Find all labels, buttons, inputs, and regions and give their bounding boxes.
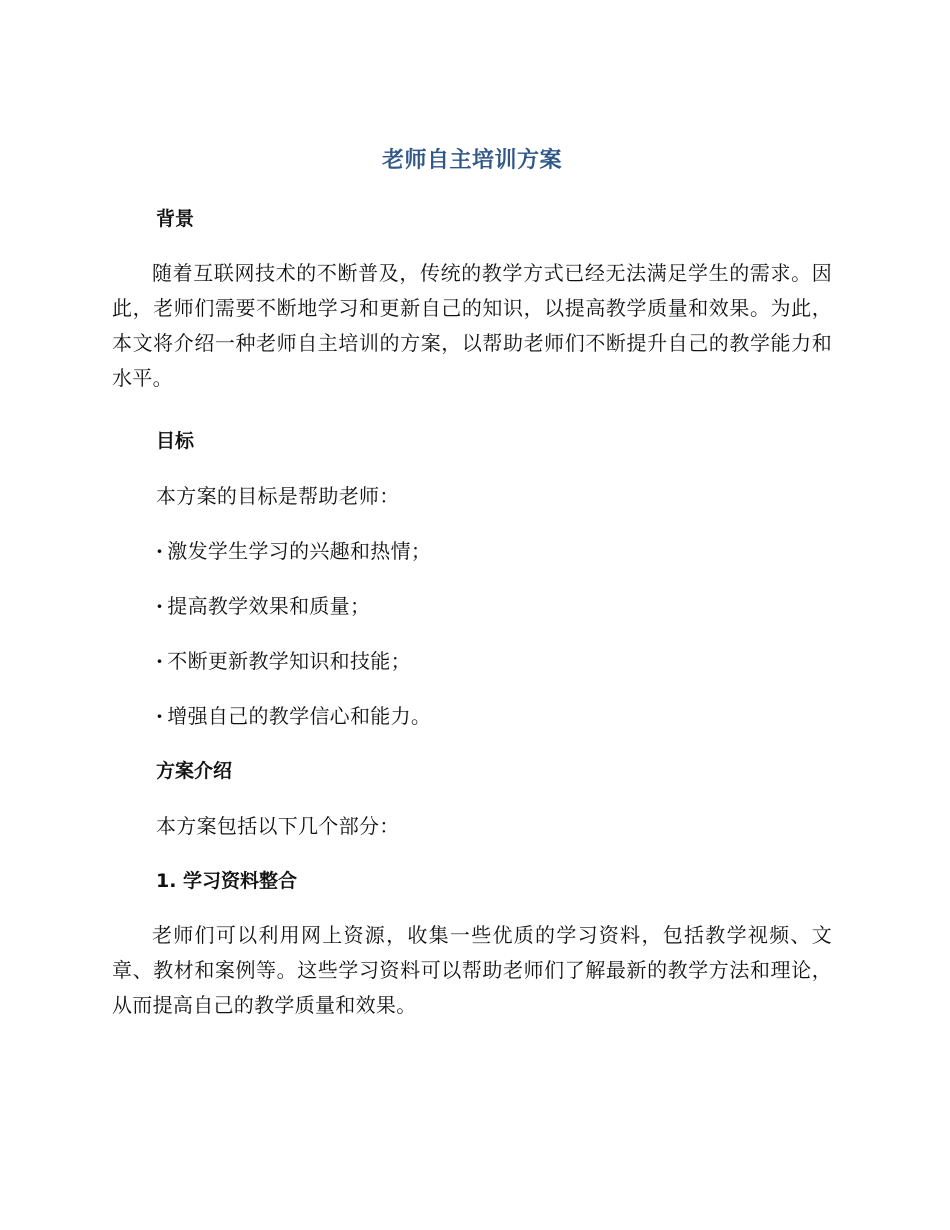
goal-item xyxy=(112,646,832,676)
goals-intro: 本方案的目标是帮助老师： xyxy=(156,484,400,508)
goal-item-text: 提高教学效果和质量； xyxy=(167,594,371,618)
heading-goals: 目标 xyxy=(156,430,195,452)
goal-item-text: 激发学生学习的兴趣和热情； xyxy=(167,539,432,563)
goal-item xyxy=(112,701,832,731)
goal-item-text: 增强自己的教学信心和能力。 xyxy=(167,704,432,728)
document-title: 老师自主培训方案 xyxy=(381,148,562,173)
goal-item xyxy=(112,536,832,566)
bullet-icon: · xyxy=(156,539,164,563)
goal-item xyxy=(112,591,832,621)
heading-part1: 1. 学习资料整合 xyxy=(156,870,298,892)
paragraph-background: 随着互联网技术的不断普及，传统的教学方式已经无法满足学生的需求。因此，老师们需要不断地学习和更新自己的知识，以提高教学质量和效果。为此，本文将介绍一种老师自主培训的方案，以帮助老师们不断提升自己的教学能力和水平。 xyxy=(112,261,832,390)
paragraph-part1: 老师们可以利用网上资源，收集一些优质的学习资料，包括教学视频、文章、教材和案例等。这些学习资料可以帮助老师们了解最新的教学方法和理论，从而提高自己的教学质量和效果。 xyxy=(112,923,832,1017)
heading-background: 背景 xyxy=(156,208,195,230)
bullet-icon: · xyxy=(156,704,164,728)
heading-plan: 方案介绍 xyxy=(156,760,233,782)
goal-item-text: 不断更新教学知识和技能； xyxy=(167,649,411,673)
bullet-icon: · xyxy=(156,594,164,618)
bullet-icon: · xyxy=(156,649,164,673)
plan-intro: 本方案包括以下几个部分： xyxy=(156,814,400,838)
